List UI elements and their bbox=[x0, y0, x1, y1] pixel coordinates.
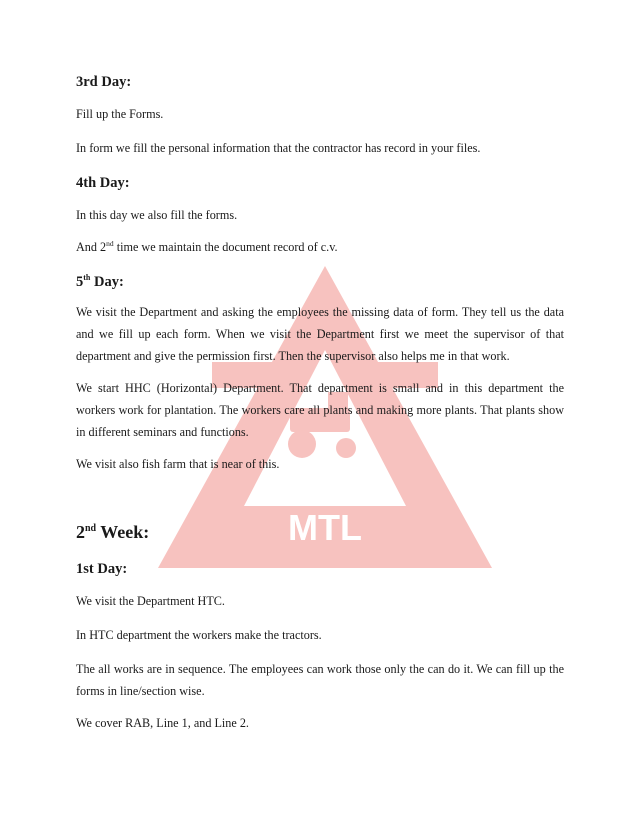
document-body bbox=[76, 74, 564, 734]
paragraph bbox=[76, 236, 564, 258]
paragraph: In HTC department the workers make the tractors. bbox=[76, 628, 322, 642]
heading-text: Week: bbox=[96, 522, 150, 542]
heading-number: 5 bbox=[76, 274, 84, 290]
heading-5th-day bbox=[76, 274, 564, 291]
paragraph: We cover RAB, Line 1, and Line 2. bbox=[76, 716, 249, 730]
paragraph: Fill up the Forms. bbox=[76, 107, 164, 121]
watermark-logo-text: MTL bbox=[288, 507, 362, 548]
paragraph: We start HHC (Horizontal) Department. That department is small and in this department the workers work for plantation. The workers care all plants and making more plants. That plants show in different seminars and functions. bbox=[76, 381, 564, 439]
heading-text: Day: bbox=[90, 274, 124, 290]
heading-number: 2 bbox=[76, 522, 85, 542]
heading-4th-day: 4th Day: bbox=[76, 175, 130, 191]
text-run: And 2 bbox=[76, 240, 107, 254]
heading-1st-day: 1st Day: bbox=[76, 561, 128, 577]
superscript: nd bbox=[85, 523, 97, 534]
paragraph: We visit the Department HTC. bbox=[76, 594, 225, 608]
paragraph: We visit also fish farm that is near of this. bbox=[76, 457, 280, 471]
heading-2nd-week bbox=[76, 522, 564, 543]
superscript: th bbox=[83, 273, 91, 283]
superscript: nd bbox=[106, 238, 114, 248]
paragraph: In this day we also fill the forms. bbox=[76, 208, 238, 222]
paragraph: The all works are in sequence. The employees can work those only the can do it. We can fill up the forms in line/section wise. bbox=[76, 662, 564, 698]
paragraph: We visit the Department and asking the employees the missing data of form. They tell us the data and we fill up each form. When we visit the Department first we meet the supervisor of that department and give the permission first. Then the supervisor also helps me in that work. bbox=[76, 305, 564, 363]
heading-3rd-day: 3rd Day: bbox=[76, 74, 132, 90]
paragraph: In form we fill the personal information that the contractor has record in your files. bbox=[76, 141, 481, 155]
text-run: time we maintain the document record of c.v. bbox=[113, 240, 338, 254]
